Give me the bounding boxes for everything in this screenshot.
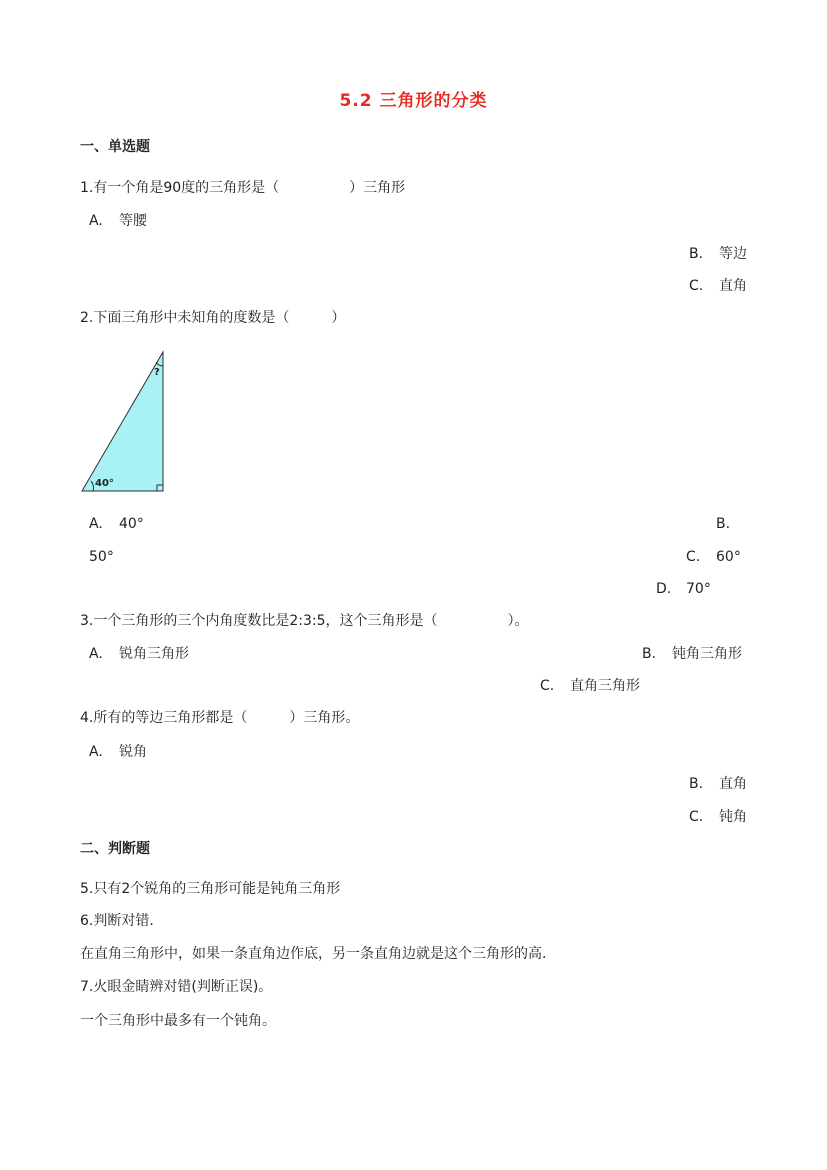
question-3-option-c[interactable] — [540, 677, 640, 695]
question-6-stem: 6.判断对错. — [80, 913, 154, 929]
option-letter: C. — [686, 549, 701, 565]
option-letter: C. — [540, 678, 555, 694]
section-heading-true-false: 二、判断题 — [80, 841, 150, 857]
triangle-shape — [82, 352, 163, 491]
unknown-angle-label: ? — [154, 367, 160, 378]
option-letter: B. — [642, 646, 657, 662]
question-5-stem: 5.只有2个锐角的三角形可能是钝角三角形 — [80, 881, 341, 897]
option-letter: A. — [89, 744, 103, 760]
question-4-option-c[interactable] — [689, 808, 747, 826]
question-2-option-a[interactable] — [89, 515, 144, 533]
option-letter: B. — [689, 776, 704, 792]
question-2-stem: 2.下面三角形中未知角的度数是（ ） — [80, 310, 346, 326]
right-triangle-figure — [78, 348, 168, 496]
option-text: 等腰 — [119, 213, 147, 229]
option-letter: A. — [89, 516, 103, 532]
option-text: 钝角三角形 — [672, 646, 742, 662]
question-7-stem: 7.火眼金睛辨对错(判断正误)。 — [80, 979, 273, 995]
page-title: 5.2 三角形的分类 — [339, 91, 488, 111]
question-1-option-c[interactable] — [689, 277, 747, 295]
option-text: 等边 — [719, 246, 747, 262]
option-text: 钝角 — [719, 809, 747, 825]
question-4-option-a[interactable] — [89, 743, 147, 761]
question-3-option-a[interactable] — [89, 645, 189, 663]
section-heading-single-choice: 一、单选题 — [80, 139, 150, 155]
question-2-option-c[interactable] — [686, 548, 741, 566]
option-letter: C. — [689, 278, 704, 294]
option-text: 40° — [119, 516, 144, 532]
option-letter: A. — [89, 646, 103, 662]
question-2-option-d[interactable] — [656, 580, 711, 598]
option-letter: D. — [656, 581, 672, 597]
option-text: 直角三角形 — [570, 678, 640, 694]
option-letter: A. — [89, 213, 103, 229]
question-4-stem: 4.所有的等边三角形都是（ ）三角形。 — [80, 710, 360, 726]
option-text: 锐角 — [119, 744, 147, 760]
question-2-option-b-text[interactable]: 50° — [89, 549, 114, 565]
question-4-option-b[interactable] — [689, 775, 747, 793]
option-text: 锐角三角形 — [119, 646, 189, 662]
option-letter: B. — [689, 246, 704, 262]
question-1-option-b[interactable] — [689, 245, 747, 263]
question-1-stem: 1.有一个角是90度的三角形是（ ）三角形 — [80, 180, 406, 196]
question-6-body: 在直角三角形中，如果一条直角边作底，另一条直角边就是这个三角形的高. — [80, 946, 547, 962]
question-3-option-b[interactable] — [642, 645, 742, 663]
option-text: 直角 — [719, 278, 747, 294]
question-1-option-a[interactable] — [89, 212, 147, 230]
question-7-body: 一个三角形中最多有一个钝角。 — [80, 1013, 276, 1029]
option-text: 70° — [686, 581, 711, 597]
question-3-stem: 3.一个三角形的三个内角度数比是2:3:5，这个三角形是（ ）。 — [80, 613, 529, 629]
option-letter: C. — [689, 809, 704, 825]
question-2-option-b-letter[interactable]: B. — [716, 516, 731, 532]
option-text: 60° — [716, 549, 741, 565]
angle-label-40: 40° — [95, 478, 114, 489]
option-text: 直角 — [719, 776, 747, 792]
